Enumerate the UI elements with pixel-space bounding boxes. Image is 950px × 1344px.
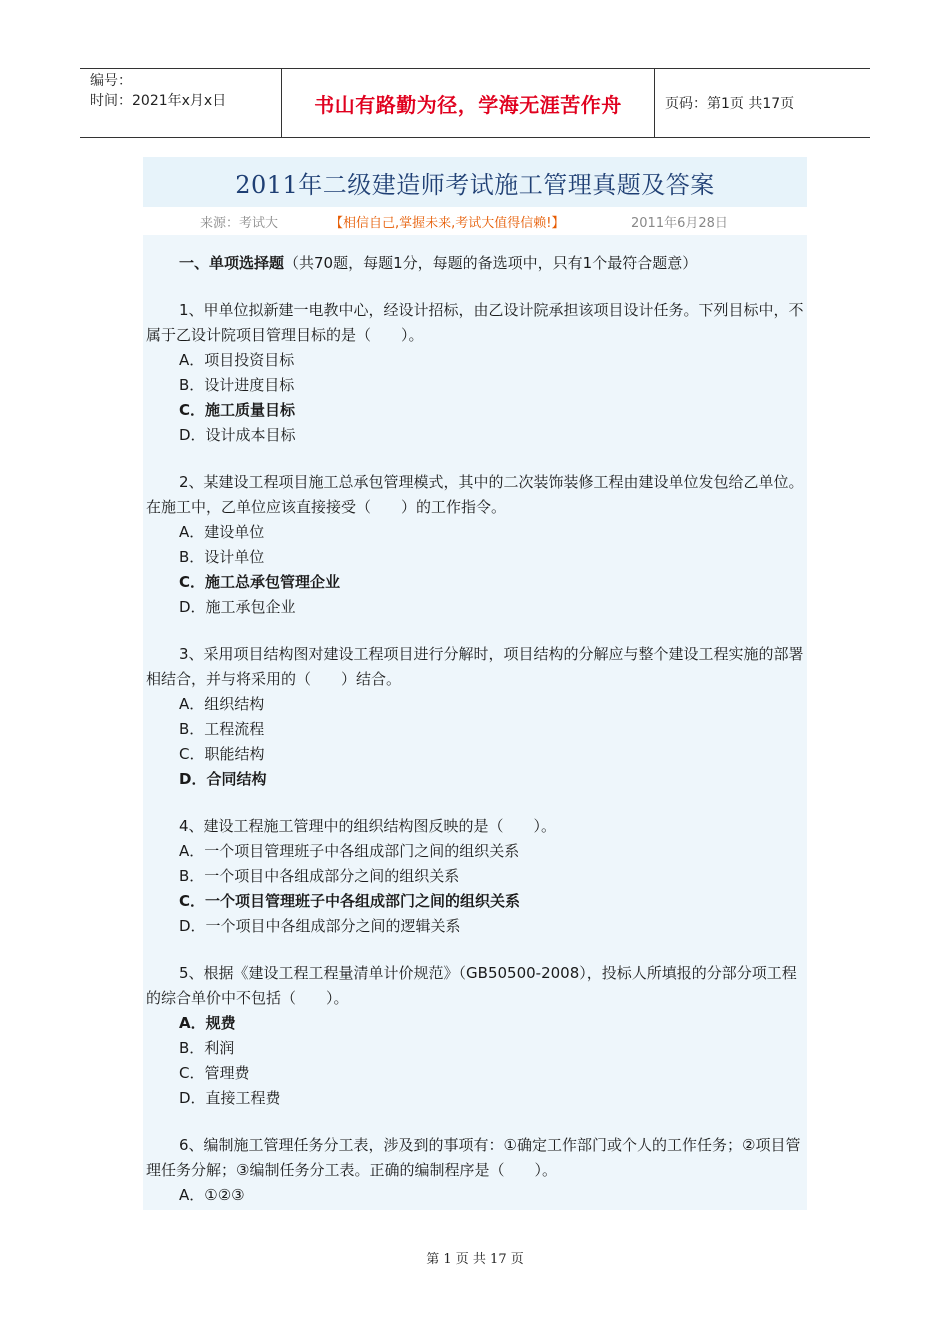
- question-text: 5、根据《建设工程工程量清单计价规范》（GB50500-2008），投标人所填报的分部分项工程的综合单价中不包括（ ）。: [146, 964, 797, 1007]
- motto: 书山有路勤为径，学海无涯苦作舟: [282, 69, 655, 137]
- question-text: 4、建设工程施工管理中的组织结构图反映的是（ ）。: [179, 817, 557, 835]
- answer-option: D．设计成本目标: [179, 426, 296, 444]
- question-item: [146, 298, 807, 448]
- answer-option: A．项目投资目标: [179, 351, 295, 369]
- answer-option: B．设计单位: [179, 548, 265, 566]
- question-item: [146, 961, 807, 1111]
- answer-option: A．组织结构: [179, 695, 265, 713]
- question-item: [146, 642, 807, 792]
- question-text: 1、甲单位拟新建一电教中心，经设计招标，由乙设计院承担该项目设计任务。下列目标中，不属于乙设计院项目管理目标的是（ ）。: [146, 301, 804, 344]
- answer-option: D．一个项目中各组成部分之间的逻辑关系: [179, 917, 461, 935]
- time-label: 时间：2021年x月x日: [90, 93, 227, 109]
- document-body: [143, 157, 807, 1210]
- question-content: [143, 235, 807, 1208]
- source-text: 来源：考试大: [200, 216, 279, 231]
- answer-option: A．一个项目管理班子中各组成部门之间的组织关系: [179, 842, 520, 860]
- publish-date: 2011年6月28日: [631, 216, 728, 231]
- meta-row: [143, 207, 807, 235]
- answer-option-correct: C．施工质量目标: [179, 401, 296, 419]
- section-heading: [146, 251, 807, 276]
- answer-option-correct: C．一个项目管理班子中各组成部门之间的组织关系: [179, 892, 521, 910]
- answer-option: B．一个项目中各组成部分之间的组织关系: [179, 867, 460, 885]
- question-list: [146, 298, 807, 1208]
- answer-option: C．职能结构: [179, 745, 265, 763]
- answer-option: D．直接工程费: [179, 1089, 281, 1107]
- header-left-cell: [80, 69, 282, 137]
- question-text: 2、某建设工程项目施工总承包管理模式，其中的二次装饰装修工程由建设单位发包给乙单位。在施工中，乙单位应该直接接受（ ）的工作指令。: [146, 473, 804, 516]
- answer-option: B．利润: [179, 1039, 235, 1057]
- answer-option: C．管理费: [179, 1064, 250, 1082]
- question-item: [146, 814, 807, 939]
- answer-option: A．①②③: [179, 1186, 245, 1204]
- slogan-text: 【相信自己,掌握未来,考试大值得信赖!】: [330, 216, 565, 231]
- page-info: 页码：第1页 共17页: [665, 96, 795, 112]
- section-title: 一、单项选择题: [179, 254, 285, 272]
- question-item: [146, 470, 807, 620]
- document-title: 2011年二级建造师考试施工管理真题及答案: [143, 157, 807, 207]
- answer-option-correct: A．规费: [179, 1014, 236, 1032]
- section-note: （共70题，每题1分，每题的备选项中，只有1个最符合题意）: [284, 254, 698, 272]
- answer-option: B．设计进度目标: [179, 376, 295, 394]
- number-label: 编号：: [90, 73, 132, 89]
- page-footer: 第 1 页 共 17 页: [426, 1252, 524, 1267]
- answer-option: D．施工承包企业: [179, 598, 296, 616]
- question-item: [146, 1133, 807, 1208]
- question-text: 3、采用项目结构图对建设工程项目进行分解时，项目结构的分解应与整个建设工程实施的部署相结合，并与将采用的（ ）结合。: [146, 645, 804, 688]
- answer-option: B．工程流程: [179, 720, 265, 738]
- answer-option-correct: C．施工总承包管理企业: [179, 573, 341, 591]
- question-text: 6、编制施工管理任务分工表，涉及到的事项有：①确定工作部门或个人的工作任务；②项目管理任务分解；③编制任务分工表。正确的编制程序是（ ）。: [146, 1136, 801, 1179]
- answer-option-correct: D．合同结构: [179, 770, 267, 788]
- document-header: [80, 68, 870, 138]
- answer-option: A．建设单位: [179, 523, 265, 541]
